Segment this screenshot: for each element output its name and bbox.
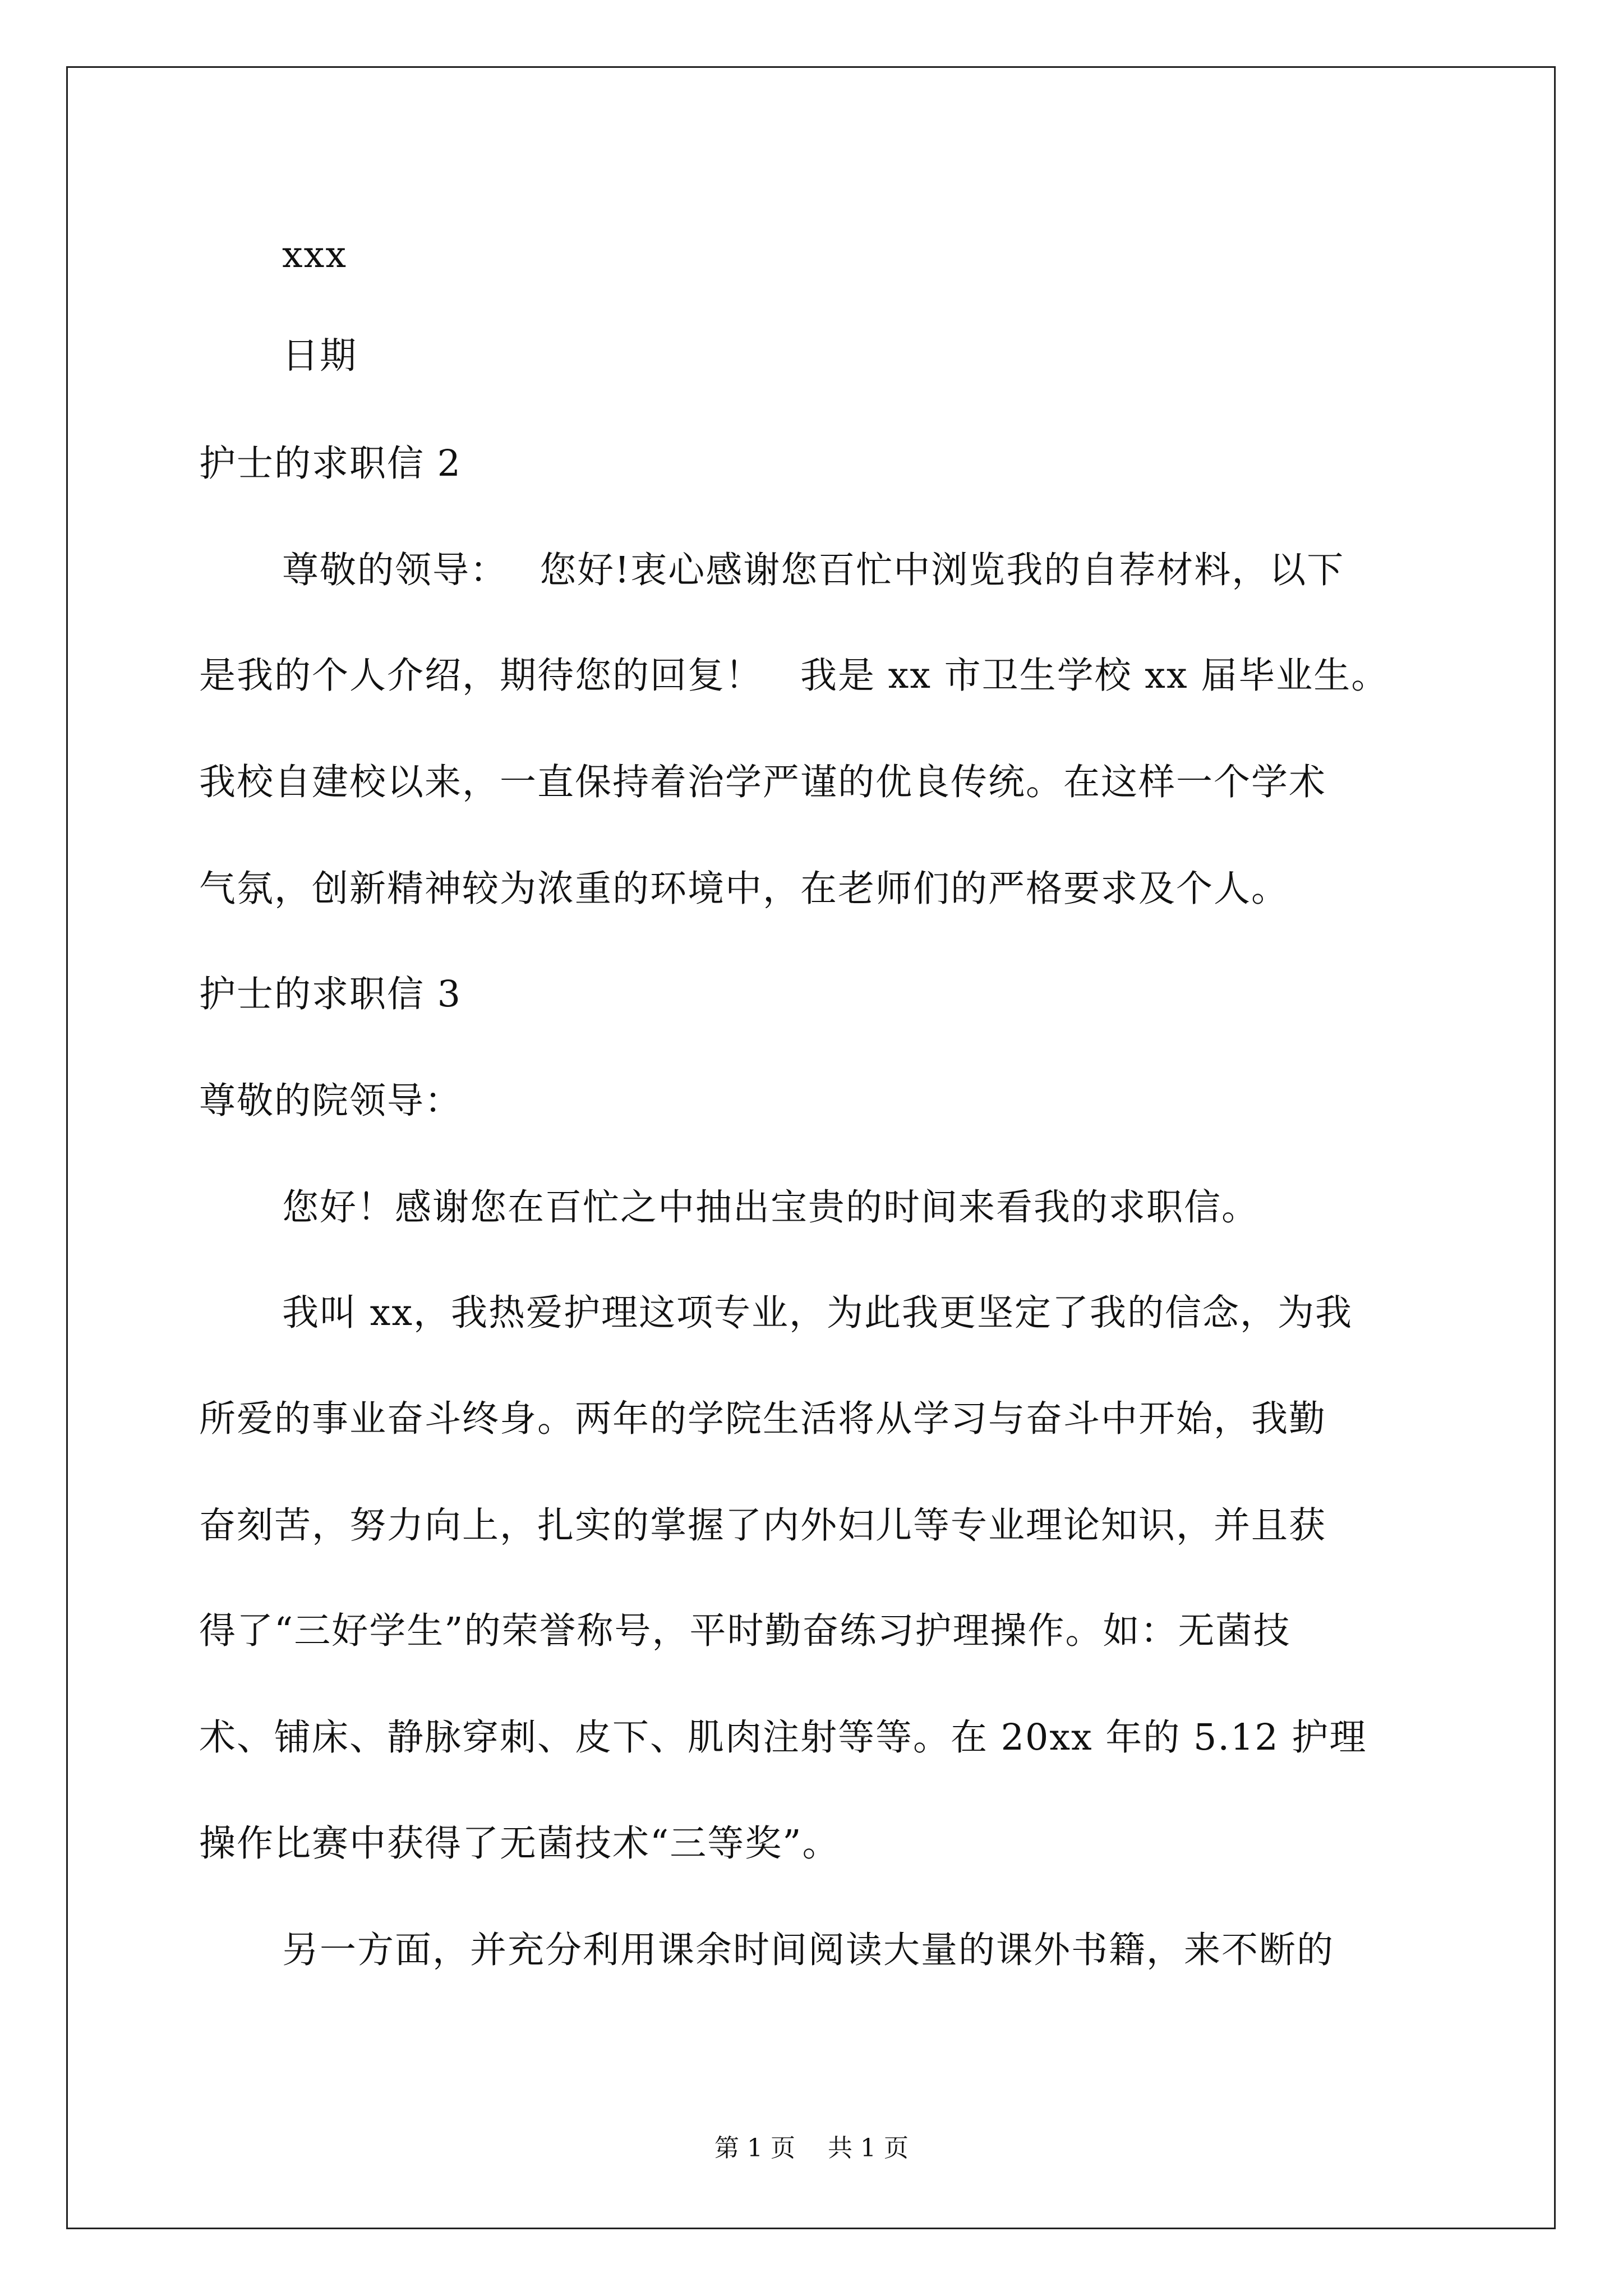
paragraph-line: 奋刻苦，努力向上，扎实的掌握了内外妇儿等专业理论知识，并且获 [199, 1504, 1327, 1547]
paragraph-line: 另一方面，并充分利用课余时间阅读大量的课外书籍，来不断的 [282, 1929, 1335, 1971]
salutation: 尊敬的院领导： [199, 1080, 463, 1122]
paragraph-line: 得了“三好学生”的荣誉称号，平时勤奋练习护理操作。如：无菌技 [199, 1610, 1291, 1652]
heading-letter-2: 护士的求职信 2 [199, 443, 462, 485]
paragraph-line: 您好！感谢您在百忙之中抽出宝贵的时间来看我的求职信。 [282, 1186, 1260, 1228]
paragraph-line: 我校自建校以来，一直保持着治学严谨的优良传统。在这样一个学术 [199, 761, 1327, 803]
paragraph-line: 尊敬的领导： 您好!衷心感谢您百忙中浏览我的自荐材料，以下 [282, 549, 1345, 591]
signature-name: xxx [282, 234, 347, 276]
signature-date: 日期 [282, 335, 358, 377]
paragraph-line: 我叫 xx，我热爱护理这项专业，为此我更坚定了我的信念，为我 [282, 1292, 1353, 1334]
page-border [66, 66, 1556, 2229]
paragraph-line: 所爱的事业奋斗终身。两年的学院生活将从学习与奋斗中开始，我勤 [199, 1398, 1327, 1440]
page-footer: 第 1 页 共 1 页 [714, 2134, 909, 2162]
paragraph-line: 气氛，创新精神较为浓重的环境中，在老师们的严格要求及个人。 [199, 868, 1289, 910]
paragraph-line: 术、铺床、静脉穿刺、皮下、肌肉注射等等。在 20xx 年的 5.12 护理 [199, 1717, 1367, 1759]
paragraph-line: 是我的个人介绍，期待您的回复！ 我是 xx 市卫生学校 xx 届毕业生。 [199, 655, 1389, 697]
heading-letter-3: 护士的求职信 3 [199, 973, 462, 1015]
paragraph-line: 操作比赛中获得了无菌技术“三等奖”。 [199, 1823, 840, 1865]
